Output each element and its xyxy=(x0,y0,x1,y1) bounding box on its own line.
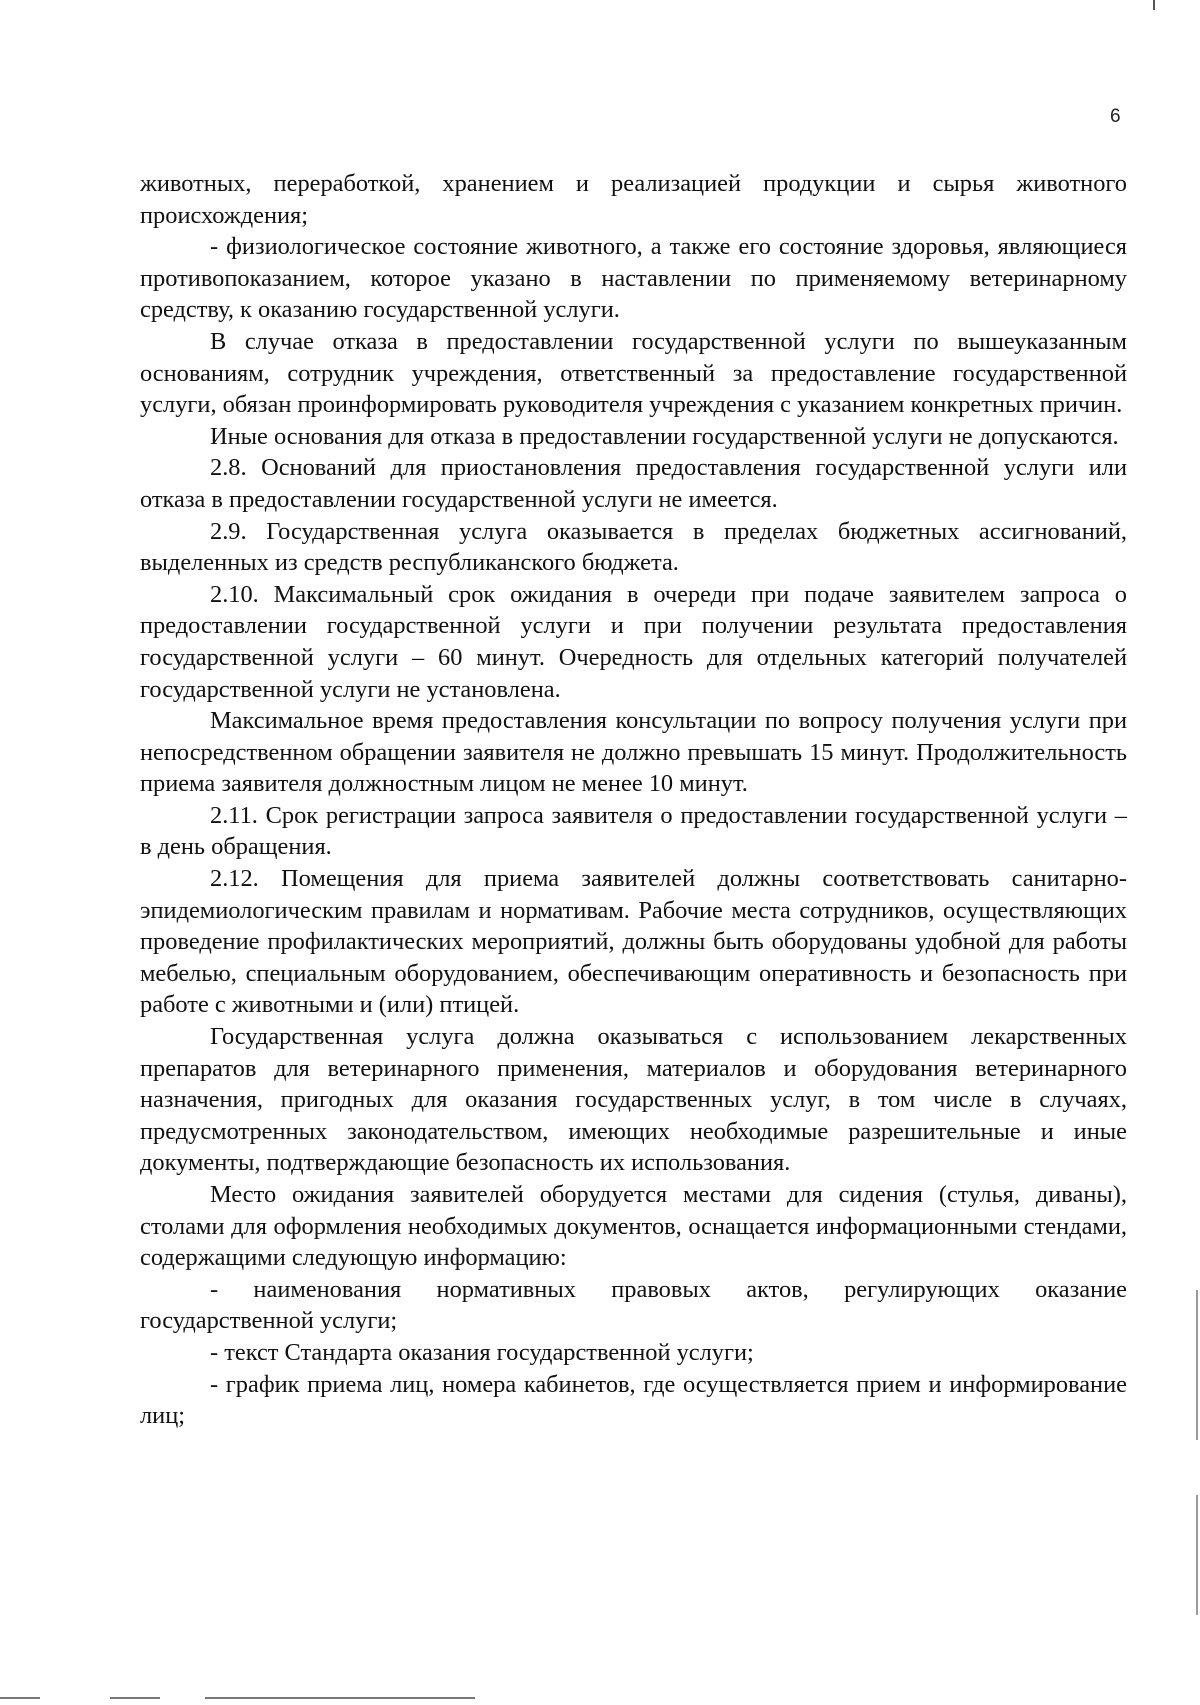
paragraph: - текст Стандарта оказания государственной услуги; xyxy=(210,1338,754,1366)
scan-edge-mark xyxy=(1196,1495,1198,1615)
paragraph: Государственная услуга должна оказываться с использованием лекарственных препаратов для ветеринарного применения, материалов и оборудования ветеринарного назначения, пригодных для оказания государственных услуг, в том числе в случаях, предусмотренных законодательством, имеющих необходимые разрешительные и иные документы, подтверждающие безопасность их использования. xyxy=(140,1023,1127,1177)
paragraph: Иные основания для отказа в предоставлении государственной услуги не допускаются. xyxy=(210,422,1119,450)
paragraph: Максимальное время предоставления консультации по вопросу получения услуги при непосредственном обращении заявителя не должно превышать 15 минут. Продолжительность приема заявителя должностным лицом не менее 10 минут. xyxy=(140,707,1127,798)
paragraph: - наименования нормативных правовых актов, регулирующих оказание государственной услуги; xyxy=(140,1275,1127,1335)
paragraph: 2.12. Помещения для приема заявителей должны соответствовать санитарно-эпидемиологическим правилам и нормативам. Рабочие места сотрудников, осуществляющих проведение профилактических мероприятий, должны быть оборудованы удобной для работы мебелью, специальным оборудованием, обеспечивающим оперативность и безопасность при работе с животными и (или) птицей. xyxy=(140,865,1127,1019)
paragraph: - график приема лиц, номера кабинетов, где осуществляется прием и информирование лиц; xyxy=(140,1370,1127,1430)
scan-edge-mark xyxy=(1196,1290,1198,1440)
paragraph: Место ожидания заявителей оборудуется местами для сидения (стулья, диваны), столами для оформления необходимых документов, оснащается информационными стендами, содержащими следующую информацию: xyxy=(140,1181,1127,1272)
paragraph: - физиологическое состояние животного, а также его состояние здоровья, являющиеся противопоказанием, которое указано в наставлении по применяемому ветеринарному средству, к оказанию государственной услуги. xyxy=(140,233,1127,324)
page-number: 6 xyxy=(1110,106,1121,127)
paragraph: В случае отказа в предоставлении государственной услуги по вышеуказанным основаниям, сотрудник учреждения, ответственный за предоставление государственной услуги, обязан проинформировать руководителя учреждения с указанием конкретных причин. xyxy=(140,327,1127,419)
paragraph: 2.10. Максимальный срок ожидания в очереди при подаче заявителем запроса о предоставлении государственной услуги и при получении результата предоставления государственной услуги – 60 минут. Очередность для отдельных категорий получателей государственной услуги не установлена. xyxy=(140,580,1127,703)
paragraph: животных, переработкой, хранением и реализацией продукции и сырья животного происхождения; xyxy=(140,170,1127,229)
paragraph: 2.8. Оснований для приостановления предоставления государственной услуги или отказа в предоставлении государственной услуги не имеется. xyxy=(140,454,1127,513)
document-body xyxy=(140,168,1127,1432)
scan-bottom-marks xyxy=(0,1694,1200,1702)
paragraph: 2.9. Государственная услуга оказывается в пределах бюджетных ассигнований, выделенных из средств республиканского бюджета. xyxy=(140,517,1127,577)
scan-corner-mark xyxy=(1153,0,1155,10)
paragraph: 2.11. Срок регистрации запроса заявителя о предоставлении государственной услуги – в день обращения. xyxy=(140,801,1127,861)
